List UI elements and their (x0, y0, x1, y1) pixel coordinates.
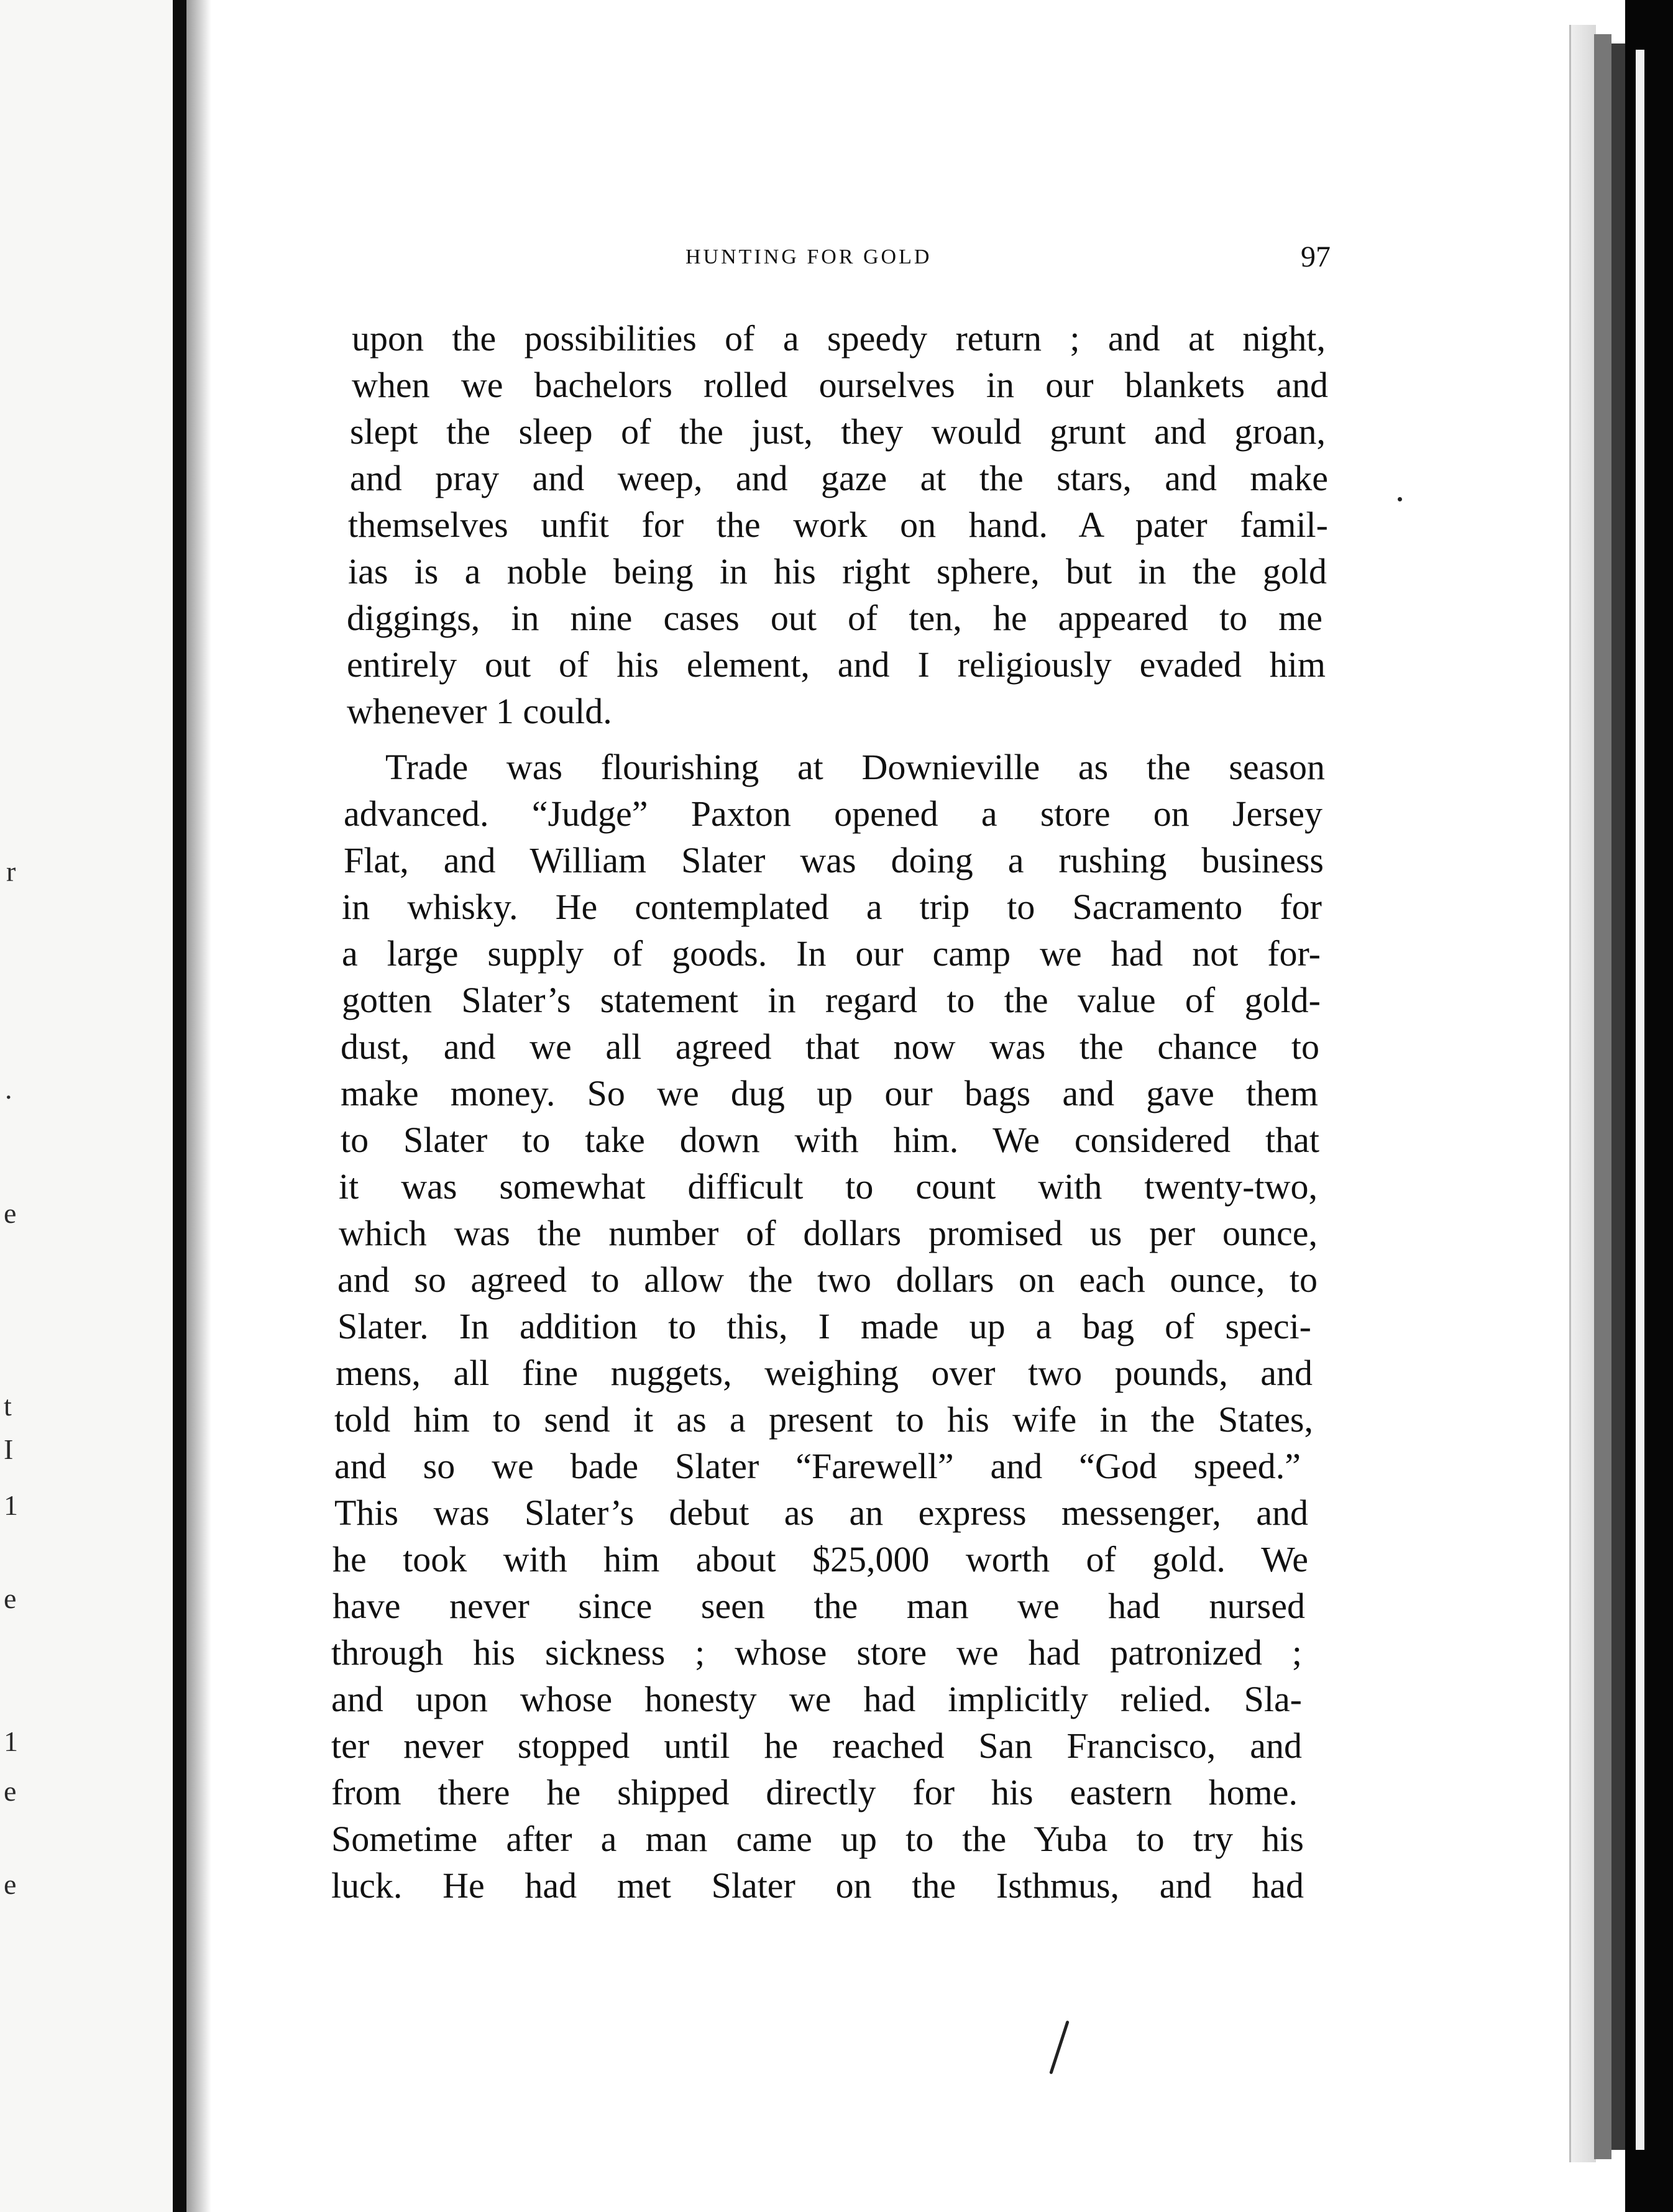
text-line: themselves unfit for the work on hand. A pater famil- (348, 505, 1328, 545)
left-facing-page (0, 0, 174, 2212)
ink-speck (1049, 2020, 1070, 2074)
text-line: whenever 1 could. (347, 691, 612, 731)
text-line: he took with him about $25,000 worth of gold. We (332, 1539, 1308, 1579)
text-line: have never since seen the man we had nursed (332, 1586, 1305, 1626)
text-line: a large supply of goods. In our camp we had not for- (342, 933, 1321, 974)
text-line: dust, and we all agreed that now was the chance to (341, 1026, 1319, 1067)
page-number: 97 (1301, 240, 1331, 273)
text-line: and upon whose honesty we had implicitly relied. Sla- (331, 1679, 1302, 1719)
text-line: ter never stopped until he reached San Francisco, and (331, 1725, 1302, 1766)
left-margin-mark: r (6, 856, 16, 887)
text-line: and pray and weep, and gaze at the stars, and make (350, 458, 1328, 498)
text-line: Trade was flourishing at Downieville as the season (385, 747, 1325, 787)
text-line: through his sickness ; whose store we had patronized ; (331, 1632, 1302, 1673)
scan-background (1625, 0, 1673, 2212)
text-line: mens, all fine nuggets, weighing over two pounds, and (336, 1353, 1313, 1393)
text-line: which was the number of dollars promised us per ounce, (339, 1213, 1318, 1253)
left-margin-mark: 1 (4, 1489, 18, 1521)
scanner-edge (1636, 50, 1644, 2150)
running-head: HUNTING FOR GOLD (685, 245, 932, 268)
text-line: Flat, and William Slater was doing a rushing business (344, 840, 1324, 880)
text-line: from there he shipped directly for his eastern home. (331, 1772, 1298, 1812)
text-line: advanced. “Judge” Paxton opened a store on Jersey (344, 793, 1322, 834)
left-margin-mark: e (4, 1583, 17, 1614)
text-line: luck. He had met Slater on the Isthmus, and had (331, 1865, 1304, 1906)
text-line: Slater. In addition to this, I made up a bag of speci- (337, 1306, 1311, 1346)
text-line: Sometime after a man came up to the Yuba to try his (331, 1819, 1304, 1859)
left-margin-mark: t (4, 1390, 12, 1422)
text-line: told him to send it as a present to his wife in the States, (334, 1399, 1313, 1440)
left-margin-mark: 1 (4, 1725, 18, 1757)
text-line: ias is a noble being in his right sphere, but in the gold (348, 551, 1327, 592)
text-line: and so we bade Slater “Farewell” and “God speed.” (334, 1446, 1301, 1486)
left-margin-mark: e (4, 1197, 17, 1229)
cover-board-shadow (1611, 43, 1625, 2150)
text-line: make money. So we dug up our bags and gave them (341, 1073, 1318, 1113)
left-margin-mark: e (4, 1775, 17, 1807)
text-line: diggings, in nine cases out of ten, he appeared to me (347, 598, 1322, 638)
text-line: when we bachelors rolled ourselves in our blankets and (352, 365, 1328, 405)
text-line: to Slater to take down with him. We considered that (341, 1120, 1319, 1160)
text-line: it was somewhat difficult to count with twenty-two, (339, 1166, 1318, 1207)
gutter-shadow (186, 0, 211, 2212)
book-gutter (173, 0, 186, 2212)
left-margin-mark: . (5, 1073, 12, 1105)
text-line: in whisky. He contemplated a trip to Sacramento for (342, 887, 1322, 927)
left-margin-mark: I (4, 1433, 14, 1465)
text-line: entirely out of his element, and I religiously evaded him (347, 644, 1326, 685)
page-stack-edge (1569, 25, 1596, 2162)
text-line: upon the possibilities of a speedy return ; and at night, (352, 318, 1326, 359)
cover-board-edge (1594, 34, 1611, 2159)
text-line: slept the sleep of the just, they would grunt and groan, (350, 411, 1326, 452)
text-line: and so agreed to allow the two dollars on each ounce, to (337, 1259, 1318, 1300)
text-line: This was Slater’s debut as an express messenger, and (334, 1492, 1308, 1533)
left-margin-mark: e (4, 1868, 17, 1900)
ink-speck (1398, 497, 1402, 501)
text-line: gotten Slater’s statement in regard to the value of gold- (342, 980, 1321, 1020)
